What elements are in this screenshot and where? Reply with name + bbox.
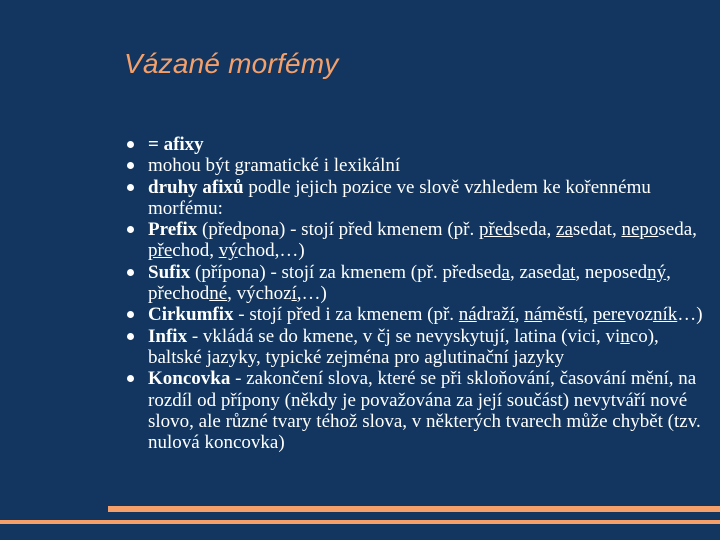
bullet-item (126, 177, 706, 220)
bullet-text: í (509, 304, 515, 326)
bullet-text: měst (542, 304, 579, 326)
bullet-text: podle jejich pozice ve slově vzhledem ke kořennému morfému: (148, 176, 651, 219)
slide-title: Vázané morfémy (124, 48, 339, 79)
bullet-list (126, 134, 706, 453)
bullet-text: seda, (512, 219, 557, 241)
bullet-item (126, 219, 706, 262)
bullet-text: ník (652, 304, 678, 326)
bullet-text: co), baltské jazyky, typické zejména pro aglutinační jazyky (148, 325, 659, 368)
bullet-text: = afixy (148, 134, 204, 155)
bullet-text: (předpona) - stojí před kmenem (př. (197, 219, 479, 241)
bullet-text: Cirkumfix (148, 304, 234, 326)
bullet-text: pere (592, 304, 626, 326)
bullet-text: né (209, 283, 228, 305)
bullet-item (126, 326, 706, 369)
bullet-text: seda, (658, 219, 697, 241)
bullet-text: sedat, (572, 219, 622, 241)
bullet-item (126, 304, 706, 325)
bullet-text: , přechod (148, 261, 671, 305)
bullet-item (126, 134, 706, 155)
bullet-item (126, 262, 706, 305)
bullet-item (126, 155, 706, 176)
bullet-text: ná (458, 304, 477, 326)
bullet-text: í (578, 304, 584, 326)
bullet-item (126, 368, 706, 453)
bullet-text: ná (524, 304, 543, 326)
bullet-text: n (620, 325, 630, 347)
bullet-text: draž (476, 304, 510, 326)
bullet-text: , (583, 304, 593, 326)
bullet-text: , zased (509, 261, 562, 283)
bullet-text: at (561, 261, 576, 283)
bullet-text: ný (647, 261, 667, 283)
bullet-text: - vkládá se do kmene, v čj se nevyskytují, latina (vici, vi (187, 325, 621, 347)
bullet-text: Koncovka (148, 368, 231, 390)
accent-bar-top (108, 506, 720, 512)
bullet-text: a (501, 261, 510, 283)
bullet-text: - zakončení slova, které se při skloňování, časování mění, na rozdíl od přípony (někdy je považována za její součást) nevytváří nové slovo, ale různé tvary téhož slova, v některých tvarech může chybět (tzv. nulová koncovka) (148, 368, 701, 454)
bullet-text: ,…) (296, 283, 327, 305)
accent-bar-bottom (0, 520, 720, 524)
bullet-text: ne (621, 219, 640, 241)
bullet-text: chod,…) (237, 240, 305, 262)
bullet-text: (přípona) - stojí za kmenem (př. předsed (190, 261, 502, 283)
bullet-text: , neposed (575, 261, 648, 283)
bullet-text: Prefix (148, 219, 198, 241)
bullet-text: …) (677, 304, 703, 326)
bullet-text: Sufix (148, 261, 191, 283)
bullet-text: vý (218, 240, 238, 262)
bullet-text: za (556, 219, 573, 241)
bullet-text: po (639, 219, 659, 241)
bullet-text: voz (625, 304, 653, 326)
bullet-text: mohou být gramatické i lexikální (148, 155, 401, 177)
bullet-text: Infix (148, 325, 188, 347)
bullet-text: - stojí před i za kmenem (př. (233, 304, 459, 326)
bullet-text: , výchoz (227, 283, 292, 305)
bullet-text: před (479, 219, 513, 241)
bullet-text: pře (148, 240, 173, 262)
bullet-text: chod, (172, 240, 219, 262)
bullet-text: , (514, 304, 525, 326)
bullet-text: druhy afixů (148, 176, 244, 198)
bullet-text: í (291, 283, 297, 305)
